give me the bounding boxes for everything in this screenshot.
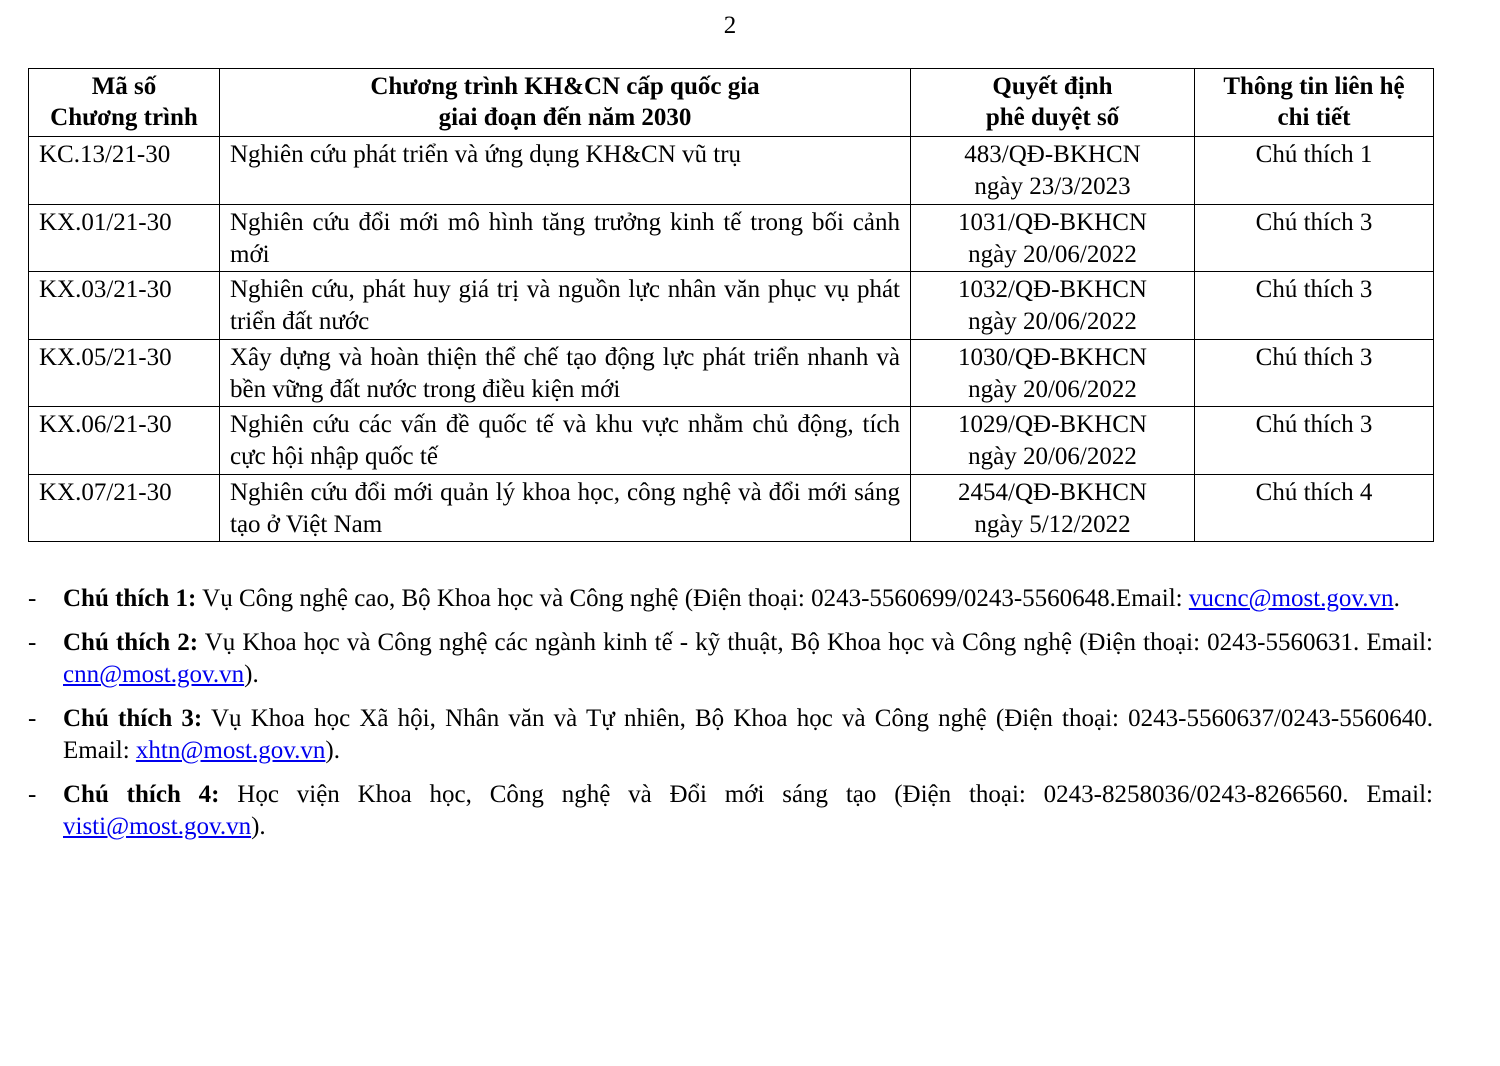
note-text: Vụ Khoa học và Công nghệ các ngành kinh tế - kỹ thuật, Bộ Khoa học và Công nghệ (Điện thoại: 0243-5560631. Email: (198, 629, 1433, 656)
note-label: Chú thích 3: (63, 705, 203, 732)
header-program-code: Mã số Chương trình (29, 69, 220, 137)
decision-number: 1029/QĐ-BKHCN (958, 411, 1147, 438)
note-label: Chú thích 1: (63, 585, 197, 612)
program-code: KX.03/21-30 (29, 272, 220, 340)
email-link[interactable]: visti@most.gov.vn (63, 813, 252, 840)
table-row (29, 137, 1434, 205)
decision-cell (911, 339, 1195, 407)
program-name: Nghiên cứu các vấn đề quốc tế và khu vực nhằm chủ động, tích cực hội nhập quốc tế (220, 407, 911, 475)
decision-date: ngày 20/06/2022 (968, 443, 1137, 470)
header-program-name: Chương trình KH&CN cấp quốc gia giai đoạn đến năm 2030 (220, 69, 911, 137)
note-suffix: ). (251, 813, 266, 840)
program-name: Nghiên cứu phát triển và ứng dụng KH&CN vũ trụ (220, 137, 911, 205)
decision-cell (911, 407, 1195, 475)
email-link[interactable]: cnn@most.gov.vn (63, 661, 245, 688)
note-3 (28, 703, 1433, 767)
note-1 (28, 583, 1433, 615)
note-suffix: . (1393, 585, 1400, 612)
program-code: KX.06/21-30 (29, 407, 220, 475)
note-text: Vụ Khoa học Xã hội, Nhân văn và Tự nhiên, Bộ Khoa học và Công nghệ (Điện thoại: 0243-5560637/0243-5560640. Email: (63, 705, 1433, 764)
note-text: Học viện Khoa học, Công nghệ và Đổi mới sáng tạo (Điện thoại: 0243-8258036/0243-8266560. Email: (219, 781, 1433, 808)
table-row (29, 474, 1434, 542)
table-row (29, 204, 1434, 272)
page-number: 2 (723, 12, 737, 39)
note-4 (28, 779, 1433, 843)
header-contact: Thông tin liên hệ chi tiết (1195, 69, 1434, 137)
program-code: KX.05/21-30 (29, 339, 220, 407)
note-dash: - (28, 781, 37, 808)
program-name: Xây dựng và hoàn thiện thể chế tạo động lực phát triển nhanh và bền vững đất nước trong điều kiện mới (220, 339, 911, 407)
contact-note-ref: Chú thích 3 (1195, 204, 1434, 272)
contact-note-ref: Chú thích 3 (1195, 407, 1434, 475)
contact-note-ref: Chú thích 3 (1195, 339, 1434, 407)
decision-number: 1031/QĐ-BKHCN (958, 208, 1147, 236)
decision-date: ngày 23/3/2023 (974, 173, 1131, 200)
email-link[interactable]: xhtn@most.gov.vn (135, 737, 326, 764)
contact-note-ref: Chú thích 3 (1195, 272, 1434, 340)
note-suffix: ). (244, 661, 259, 688)
table-row (29, 339, 1434, 407)
contact-notes-list (28, 583, 1433, 855)
table-row (29, 407, 1434, 475)
note-dash: - (28, 585, 37, 612)
decision-cell (911, 137, 1195, 205)
note-label: Chú thích 4: (63, 781, 220, 808)
program-code: KC.13/21-30 (29, 137, 220, 205)
note-suffix: ). (325, 737, 340, 764)
decision-number: 483/QĐ-BKHCN (964, 141, 1141, 168)
email-link[interactable]: vucnc@most.gov.vn (1188, 585, 1394, 612)
note-dash: - (28, 629, 37, 656)
decision-number: 1030/QĐ-BKHCN (958, 343, 1147, 371)
decision-cell (911, 204, 1195, 272)
contact-note-ref: Chú thích 4 (1195, 474, 1434, 542)
decision-date: ngày 20/06/2022 (968, 240, 1137, 268)
program-name: Nghiên cứu đổi mới quản lý khoa học, công nghệ và đổi mới sáng tạo ở Việt Nam (220, 474, 911, 542)
table-header-row (29, 69, 1434, 137)
note-2 (28, 627, 1433, 691)
decision-number: 1032/QĐ-BKHCN (958, 276, 1147, 303)
program-name: Nghiên cứu đổi mới mô hình tăng trưởng kinh tế trong bối cảnh mới (220, 204, 911, 272)
decision-date: ngày 20/06/2022 (968, 375, 1137, 403)
table-row (29, 272, 1434, 340)
programs-table (28, 68, 1434, 542)
decision-date: ngày 20/06/2022 (968, 308, 1137, 335)
contact-note-ref: Chú thích 1 (1195, 137, 1434, 205)
note-label: Chú thích 2: (63, 629, 199, 656)
program-code: KX.07/21-30 (29, 474, 220, 542)
note-text: Vụ Công nghệ cao, Bộ Khoa học và Công nghệ (Điện thoại: 0243-5560699/0243-5560648.Email: (196, 585, 1189, 612)
decision-cell (911, 272, 1195, 340)
program-name: Nghiên cứu, phát huy giá trị và nguồn lực nhân văn phục vụ phát triển đất nước (220, 272, 911, 340)
header-decision: Quyết định phê duyệt số (911, 69, 1195, 137)
note-dash: - (28, 705, 37, 732)
decision-number: 2454/QĐ-BKHCN (958, 478, 1147, 506)
decision-cell (911, 474, 1195, 542)
decision-date: ngày 5/12/2022 (974, 510, 1131, 538)
program-code: KX.01/21-30 (29, 204, 220, 272)
